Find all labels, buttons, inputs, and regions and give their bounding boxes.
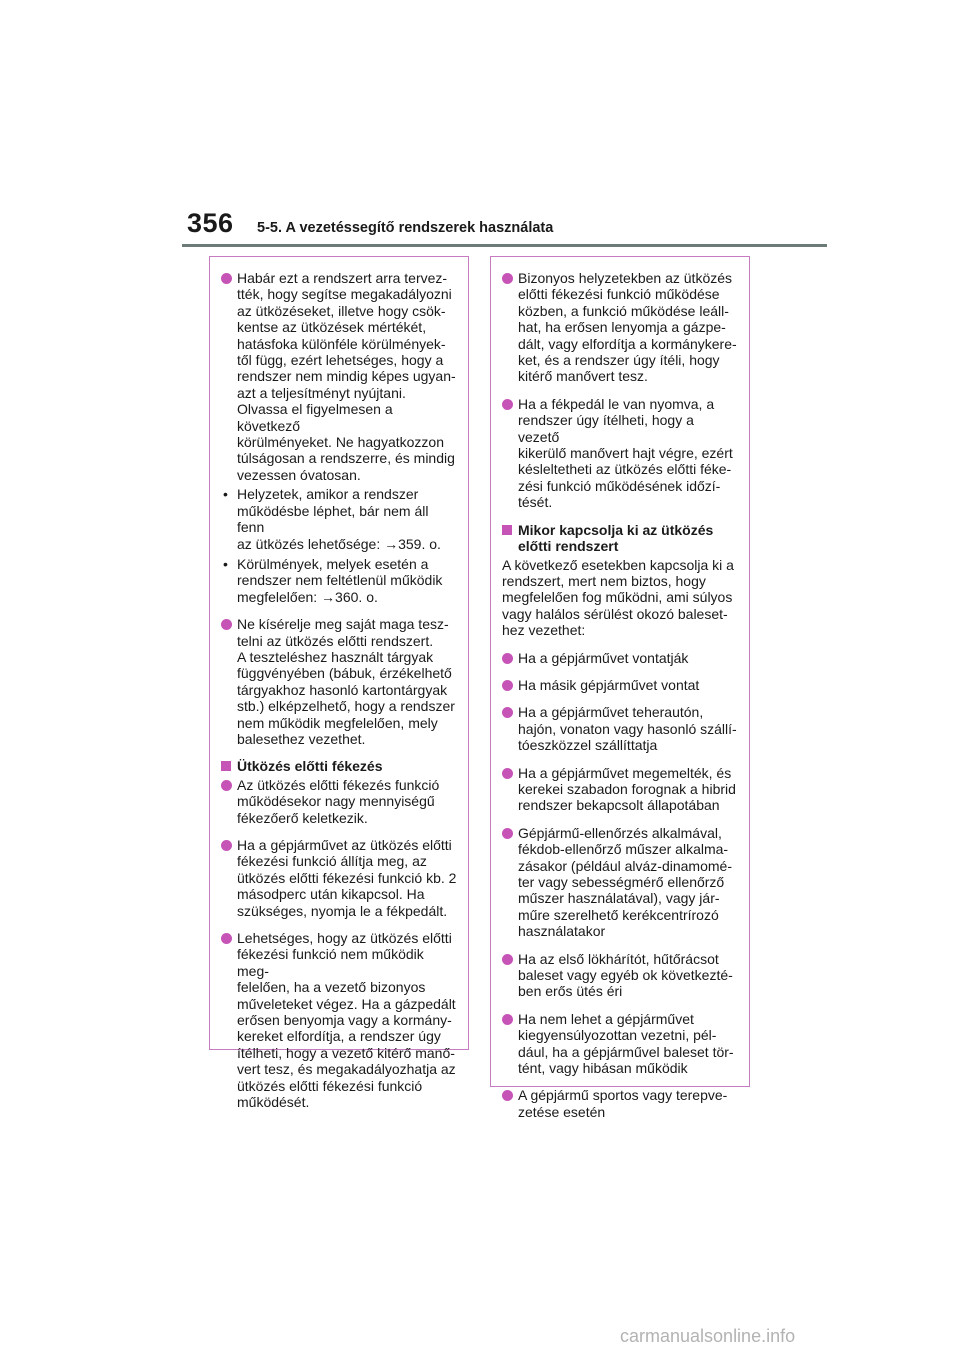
bullet-text: Az ütközés előtti fékezés funkció működésekor nagy mennyiségű fékezőerő keletkezik. bbox=[237, 776, 440, 826]
sub-list-item bbox=[221, 556, 458, 605]
list-item bbox=[502, 650, 739, 666]
bullet-item bbox=[502, 270, 739, 385]
heading-text: Ütközés előtti fékezés bbox=[237, 758, 383, 775]
item-text: Ha a gépjárművet teherautón, hajón, vonaton vagy hasonló szállí- tóeszközzel szállíttatja bbox=[518, 704, 737, 754]
bullet-item bbox=[221, 930, 458, 1110]
section-heading bbox=[221, 758, 458, 774]
left-info-box bbox=[209, 256, 469, 1111]
sub-list bbox=[221, 486, 458, 605]
sub-item-text: Helyzetek, amikor a rendszer működésbe léphet, bár nem áll fenn az ütközés lehetősége: →359. o. bbox=[237, 486, 441, 552]
list-item bbox=[502, 1011, 739, 1077]
list-item bbox=[502, 765, 739, 814]
watermark[interactable]: carmanualsonline.info bbox=[620, 1326, 796, 1346]
section-title: 5-5. A vezetéssegítő rendszerek használata bbox=[257, 220, 554, 236]
item-text: Ha az első lökhárítót, hűtőrácsot baleset vagy egyéb ok következté- ben erős ütés éri bbox=[518, 950, 733, 1000]
bullet-item bbox=[221, 616, 458, 747]
sub-item-text: Körülmények, melyek esetén a rendszer nem feltétlenül működik megfelelően: →360. o. bbox=[237, 555, 443, 605]
section-heading bbox=[502, 522, 739, 555]
bullet-text: Ha a fékpedál le van nyomva, a rendszer úgy ítélheti, hogy a vezető kikerülő manővert hajt végre, ezért késleltetheti az ütközés előtti féke- zési funkció működésének időzí- tését. bbox=[518, 395, 733, 511]
bullet-text: Ne kísérelje meg saját maga tesz- telni az ütközés előtti rendszert. A teszteléshez használt tárgyak függvényében (bábuk, érzékelhető tárgyakhoz hasonló kartontárgyak stb.) elképzelhető, hogy a rendszer nem működik megfelelően, mely balesethez vezethet. bbox=[237, 616, 455, 747]
right-info-box bbox=[490, 256, 750, 1120]
item-text: Gépjármű-ellenőrzés alkalmával, fékdob-ellenőrző műszer alkalma- zásakor (például alváz-dinamomé- ter vagy sebességmérő ellenőrző műszer használatával), vagy jár- műre szerelhető kerékcentrírozó használatakor bbox=[518, 824, 732, 940]
item-text: Ha a gépjárművet megemelték, és kerekei szabadon forognak a hibrid rendszer bekapcsolt állapotában bbox=[518, 764, 736, 814]
sub-list-item bbox=[221, 486, 458, 552]
item-text: Ha a gépjárművet vontatják bbox=[518, 649, 689, 666]
dot-icon: • bbox=[223, 486, 228, 503]
item-text: Ha másik gépjárművet vontat bbox=[518, 676, 700, 693]
list-item bbox=[502, 704, 739, 753]
list-item bbox=[502, 825, 739, 940]
item-text: A gépjármű sportos vagy terepve- zetése esetén bbox=[518, 1087, 728, 1120]
bullet-item bbox=[221, 837, 458, 919]
bullet-item bbox=[502, 396, 739, 511]
intro-paragraph: A következő esetekben kapcsolja ki a rendszert, mert nem biztos, hogy megfelelően fog működni, ami súlyos vagy halálos sérülést okozó baleset- hez vezethet: bbox=[502, 556, 734, 639]
heading-text: Mikor kapcsolja ki az ütközés előtti rendszert bbox=[518, 521, 714, 555]
bullet-item bbox=[221, 270, 458, 605]
bullet-text: Lehetséges, hogy az ütközés előtti fékezési funkció nem működik meg- felelően, ha a vezető bizonyos műveleteket végez. Ha a gázpedált erősen benyomja vagy a kormány- kereket elfordítja, a rendszer úgy ítélheti, hogy a vezető kitérő manő- vert tesz, és megakadályozhatja az ütközés előtti fékezési funkció működését. bbox=[237, 930, 456, 1111]
list-item bbox=[502, 951, 739, 1000]
list-item bbox=[502, 677, 739, 693]
list-item bbox=[502, 1087, 739, 1120]
page-number: 356 bbox=[187, 208, 234, 238]
item-text: Ha nem lehet a gépjárművet kiegyensúlyozottan vezetni, pél- dául, ha a gépjárművel baleset tör- tént, vagy hibásan működik bbox=[518, 1010, 734, 1077]
bullet-item bbox=[221, 777, 458, 826]
header-divider bbox=[182, 244, 827, 247]
bullet-text: Bizonyos helyzetekben az ütközés előtti fékezési funkció működése közben, a funkció működése leáll- hat, ha erősen lenyomja a gázpe- dált, vagy elfordítja a kormánykere- ket, és a rendszer úgy ítéli, hogy kitérő manővert tesz. bbox=[518, 270, 737, 385]
dot-icon: • bbox=[223, 555, 228, 572]
bullet-text: Habár ezt a rendszert arra tervez- tték, hogy segítse megakadályozni az ütközéseket, illetve hogy csök- kentse az ütközések mértékét, hatásfoka különféle körülmények- től függ, ezért lehetséges, hogy a rendszer nem mindig képes ugyan- azt a teljesítményt nyújtani. Olvassa el figyelmesen a következő körülményeket. Ne hagyatkozzon túlságosan a rendszerre, és mindig vezessen óvatosan. bbox=[237, 270, 456, 483]
bullet-text: Ha a gépjárművet az ütközés előtti fékezési funkció állítja meg, az ütközés előtti fékezési funkció kb. 2 másodperc után kikapcsol. Ha szükséges, nyomja le a fékpedált. bbox=[237, 837, 457, 919]
